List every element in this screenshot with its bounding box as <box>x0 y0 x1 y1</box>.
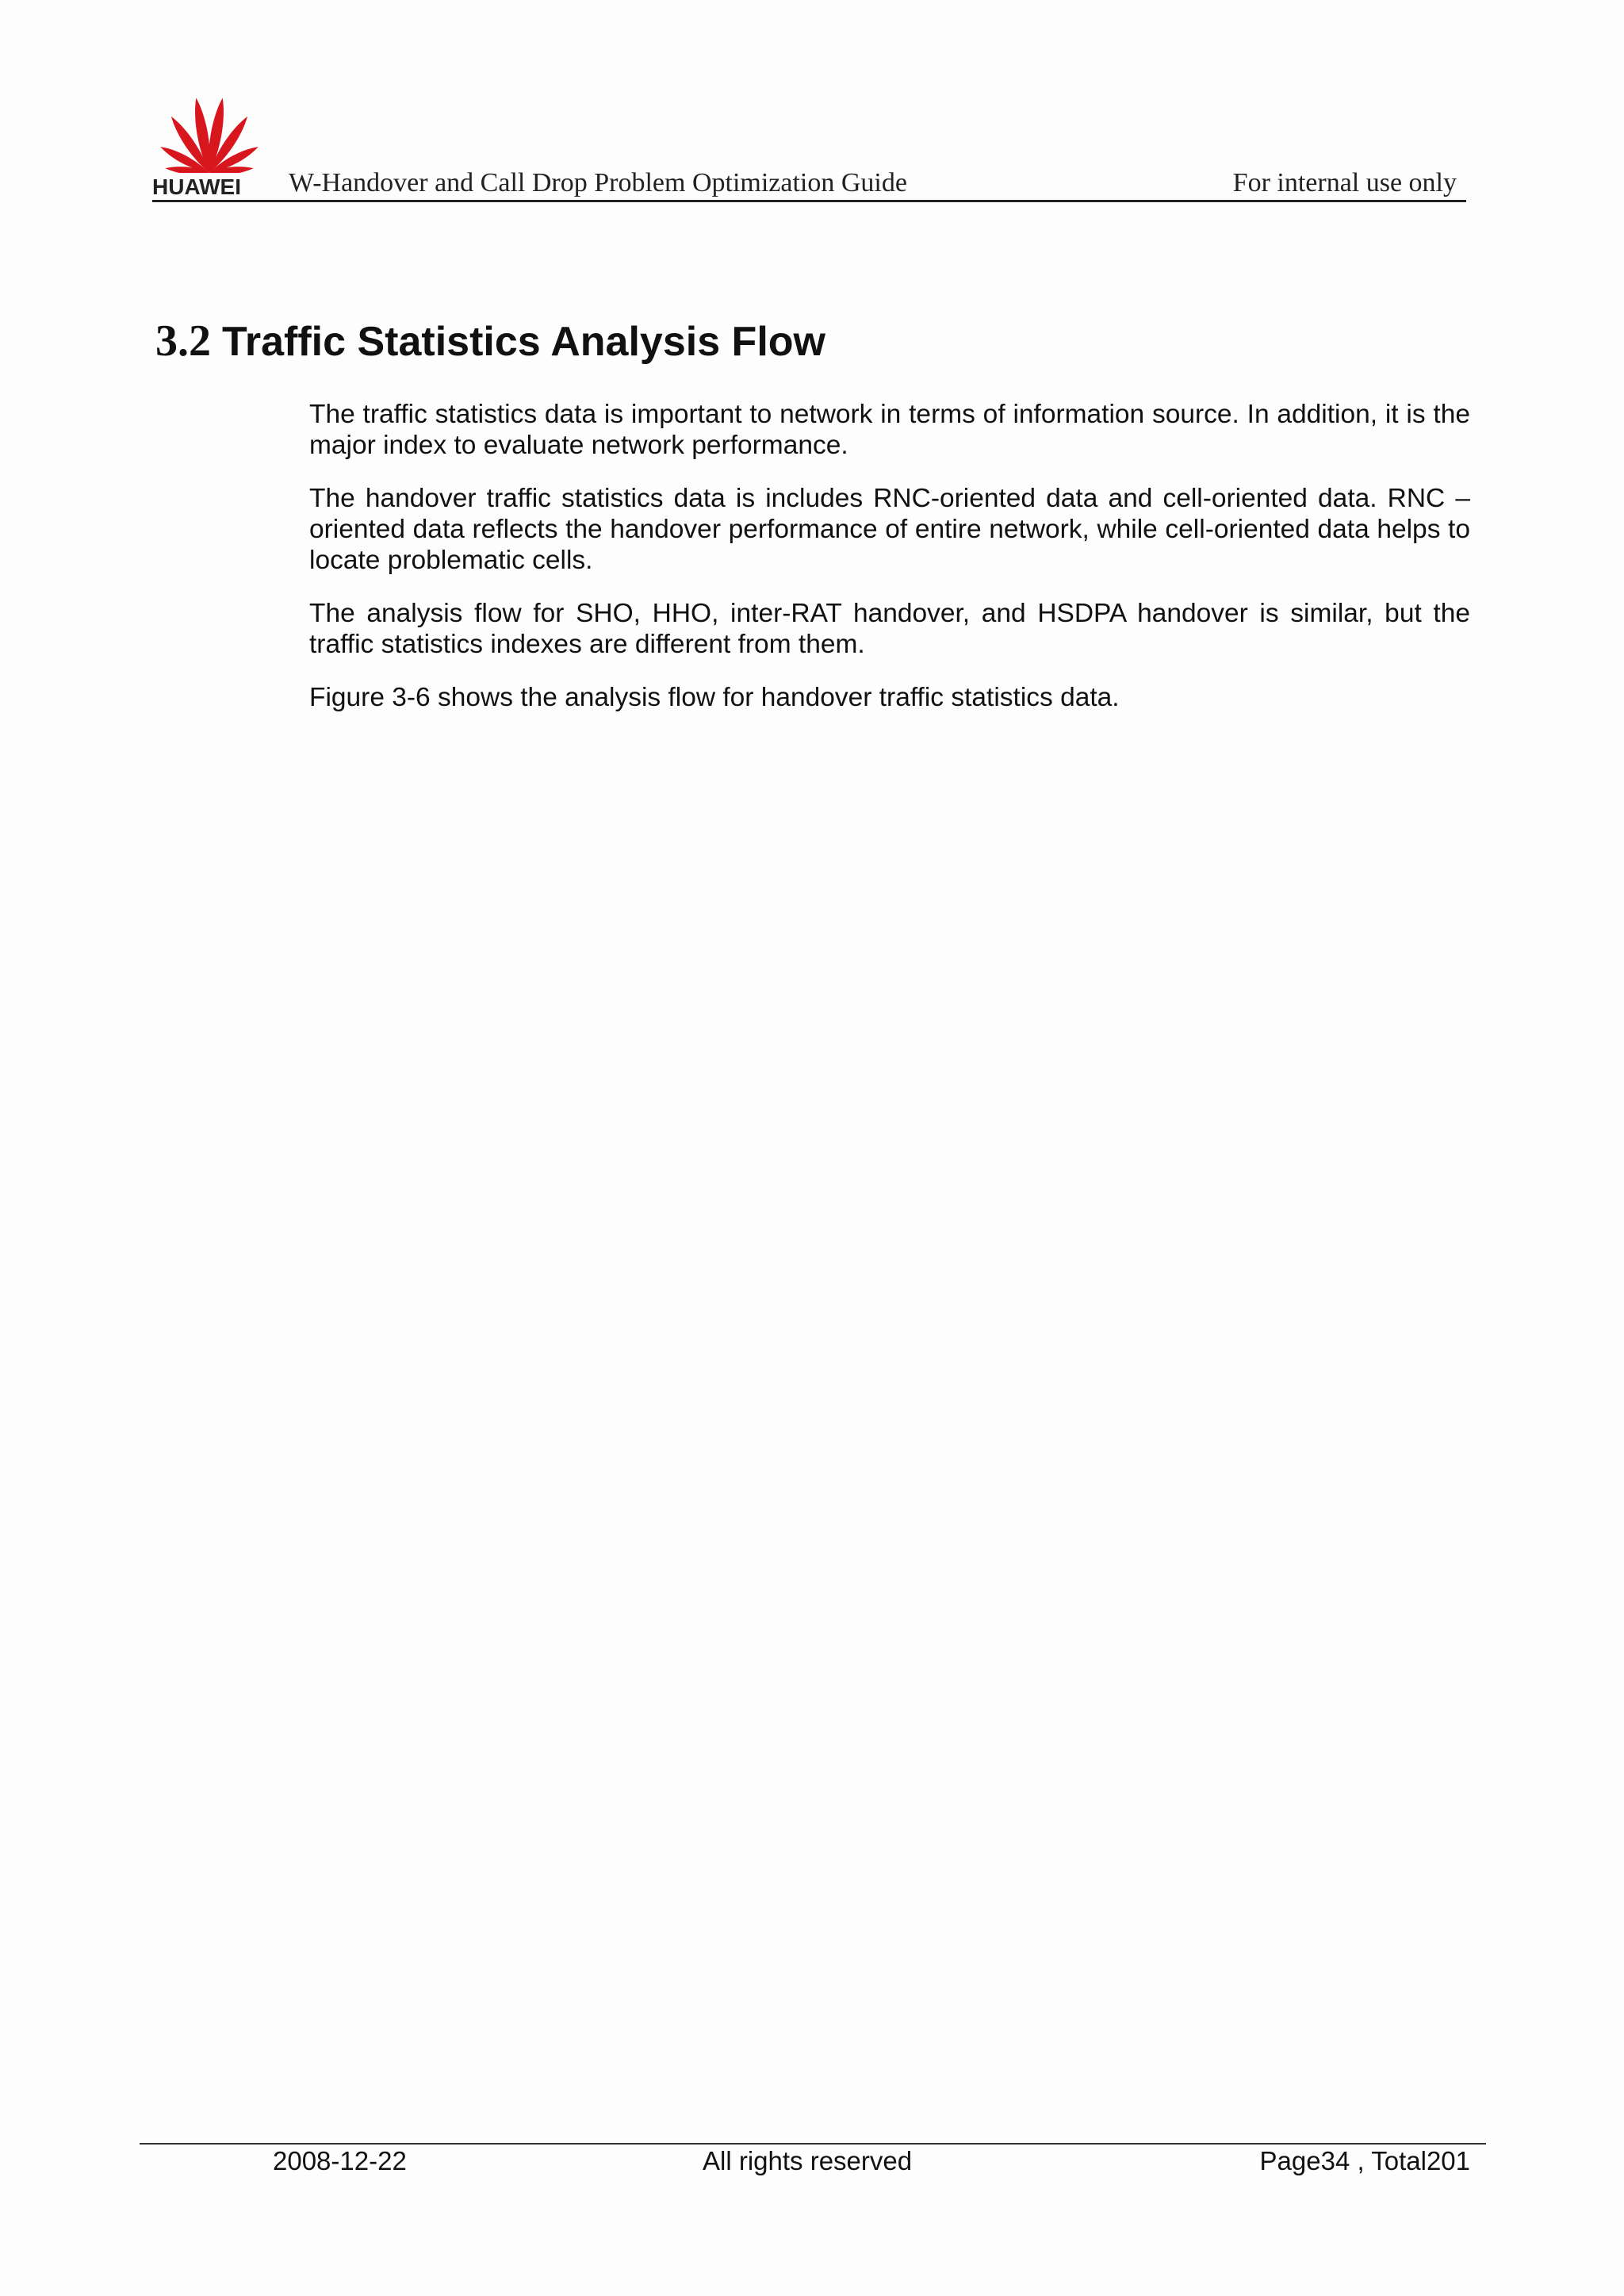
header-divider <box>152 200 1466 202</box>
footer-date: 2008-12-22 <box>273 2146 407 2175</box>
paragraph: The traffic statistics data is important to network in terms of information source. In addition, it is the major index to evaluate network performance. <box>309 400 1470 460</box>
section-body <box>309 399 1470 735</box>
logo-wordmark: HUAWEI <box>152 174 241 199</box>
classification-label: For internal use only <box>1232 168 1457 197</box>
section-heading <box>155 316 825 366</box>
document-title: W-Handover and Call Drop Problem Optimization Guide <box>289 168 907 197</box>
page-header <box>152 94 1466 205</box>
footer-page-number: Page34 , Total201 <box>1259 2146 1470 2175</box>
section-number: 3.2 <box>155 316 211 366</box>
paragraph: The handover traffic statistics data is includes RNC-oriented data and cell-oriented data. RNC –oriented data reflects the handover performance of entire network, while cell-oriented data helps to locate problematic cells. <box>309 484 1470 575</box>
footer-rights: All rights reserved <box>703 2146 913 2175</box>
paragraph: The analysis flow for SHO, HHO, inter-RAT handover, and HSDPA handover is similar, but the traffic statistics indexes are different from them. <box>309 599 1470 659</box>
section-title: Traffic Statistics Analysis Flow <box>222 319 825 365</box>
footer-divider <box>140 2143 1486 2145</box>
paragraph: Figure 3-6 shows the analysis flow for handover traffic statistics data. <box>309 683 1120 712</box>
